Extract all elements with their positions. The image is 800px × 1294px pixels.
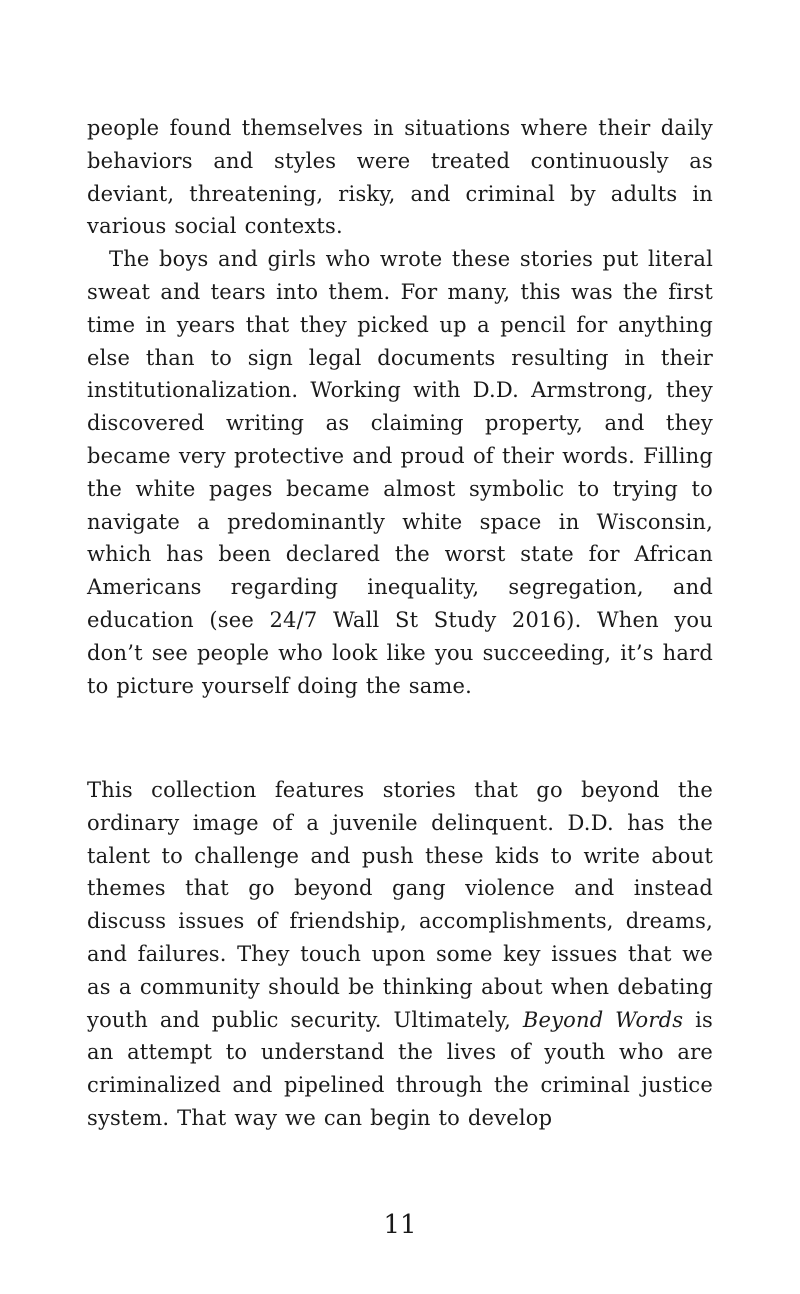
book-title-italic: Beyond Words: [522, 1007, 684, 1032]
text-block-upper: [87, 112, 713, 702]
page-number: 11: [383, 1210, 417, 1240]
text-block-lower: [87, 774, 713, 1135]
paragraph-writers: The boys and girls who wrote these stories put literal sweat and tears into them. For many, this was the first time in years that they picked up a pencil for anything else than to sign legal documents resulting in their institutionalization. Working with D.D. Armstrong, they discovered writing as claiming property, and they became very protective and proud of their words. Filling the white pages became almost symbolic to trying to navigate a predominantly white space in Wisconsin, which has been declared the worst state for African Americans regarding inequality, segregation, and education (see 24/7 Wall St Study 2016). When you don’t see people who look like you succeeding, it’s hard to picture yourself doing the same.: [87, 247, 713, 698]
paragraph-collection-text-end: is an attempt to understand the lives of youth who are criminalized and pipelined through the criminal justice system. That way we can begin to develop: [87, 1007, 713, 1130]
paragraph-collection-text-start: This collection features stories that go beyond the ordinary image of a juvenile delinquent. D.D. has the talent to challenge and push these kids to write about themes that go beyond gang violence and instead discuss issues of friendship, accomplishments, dreams, and failures. They touch upon some key issues that we as a community should be thinking about when debating youth and public security. Ultimately,: [87, 778, 713, 1032]
paragraph-collection: [87, 774, 713, 1135]
paragraph-continuation: people found themselves in situations where their daily behaviors and styles were treated continuously as deviant, threatening, risky, and criminal by adults in various social contexts.: [87, 116, 713, 239]
